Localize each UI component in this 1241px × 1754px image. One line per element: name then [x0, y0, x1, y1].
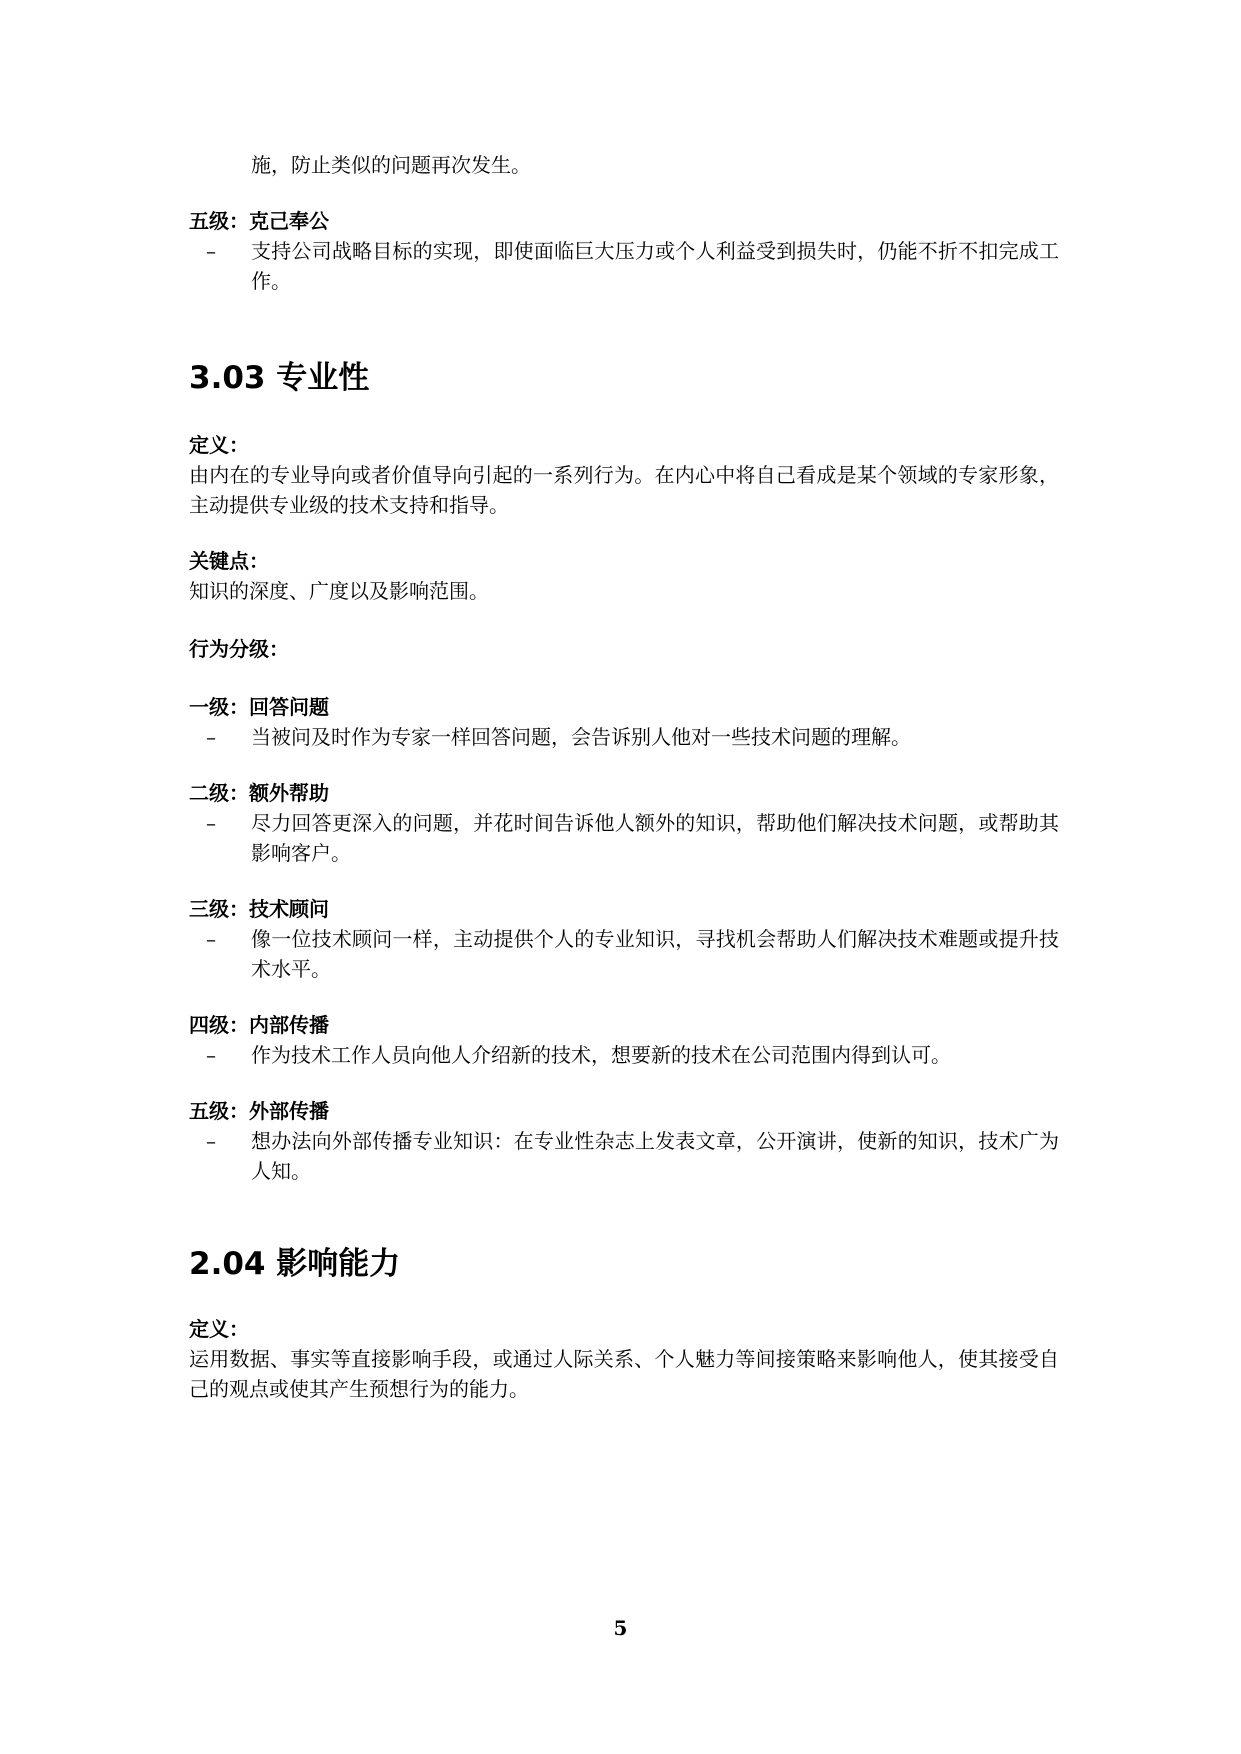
level-title: 五级：外部传播 [189, 1099, 329, 1123]
level-description: 像一位技术顾问一样，主动提供个人的专业知识，寻找机会帮助人们解决技术难题或提升技术水平。 [251, 927, 1059, 981]
level-title: 四级：内部传播 [189, 1013, 329, 1037]
level-description: 当被问及时作为专家一样回答问题，会告诉别人他对一些技术问题的理解。 [251, 725, 911, 749]
level-title: 三级：技术顾问 [189, 897, 329, 921]
bullet-dash: – [206, 725, 216, 749]
bullet-dash: – [206, 239, 216, 263]
list-item [189, 808, 1059, 868]
list-item [189, 1126, 1059, 1186]
level-title: 一级：回答问题 [189, 695, 329, 719]
list-item [189, 1040, 1059, 1070]
bullet-dash: – [206, 927, 216, 951]
level-description: 作为技术工作人员向他人介绍新的技术，想要新的技术在公司范围内得到认可。 [251, 1043, 951, 1067]
keypoint-text: 知识的深度、广度以及影响范围。 [189, 579, 489, 603]
list-item [189, 924, 1059, 984]
list-item [189, 722, 1059, 752]
page-number: 5 [613, 1616, 628, 1640]
list-item [189, 236, 1059, 296]
level-description: 支持公司战略目标的实现，即使面临巨大压力或个人利益受到损失时，仍能不折不扣完成工作。 [251, 239, 1059, 293]
level-description: 想办法向外部传播专业知识：在专业性杂志上发表文章，公开演讲，使新的知识，技术广为人知。 [251, 1129, 1059, 1183]
level-description: 尽力回答更深入的问题，并花时间告诉他人额外的知识，帮助他们解决技术问题，或帮助其影响客户。 [251, 811, 1059, 865]
bullet-dash: – [206, 1043, 216, 1067]
page-content [189, 150, 1059, 1404]
definition-text: 由内在的专业导向或者价值导向引起的一系列行为。在内心中将自己看成是某个领域的专家形象，主动提供专业级的技术支持和指导。 [189, 463, 1059, 517]
section-title: 2.04 影响能力 [189, 1246, 401, 1282]
keypoint-label: 关键点： [189, 549, 269, 573]
level-title: 二级：额外帮助 [189, 781, 329, 805]
definition-label: 定义： [189, 433, 249, 457]
definition-text: 运用数据、事实等直接影响手段，或通过人际关系、个人魅力等间接策略来影响他人，使其接受自己的观点或使其产生预想行为的能力。 [189, 1347, 1059, 1401]
level-title: 五级：克己奉公 [189, 209, 329, 233]
bullet-dash: – [206, 1129, 216, 1153]
continued-text: 施，防止类似的问题再次发生。 [251, 153, 531, 177]
levels-label: 行为分级： [189, 637, 289, 661]
section-title: 3.03 专业性 [189, 360, 370, 396]
definition-label: 定义： [189, 1317, 249, 1341]
bullet-dash: – [206, 811, 216, 835]
